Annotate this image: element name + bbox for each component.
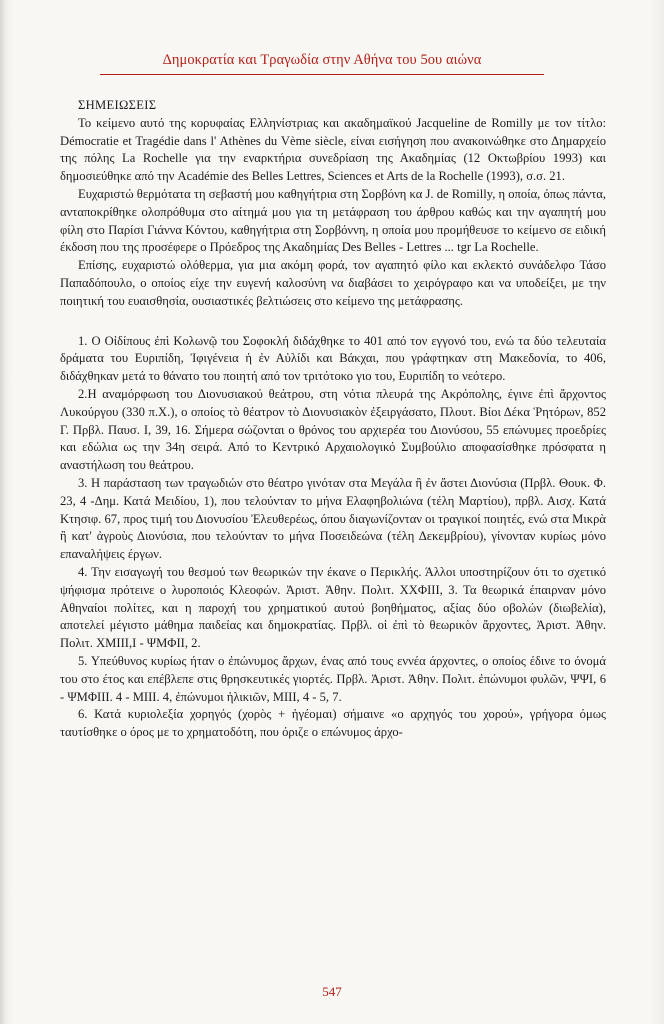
footnote: 4. Την εισαγωγή του θεσμού των θεωρικών την έκανε ο Περικλής. Άλλοι υποστηρίζουν ότι το σχετικό ψήφισμα πρότεινε ο λυροποιός Κλεοφών. Ἀριστ. Ἀθην. Πολιτ. ΧΧΦΙΙΙ, 3. Τα θεωρικά έπαιρναν μόνο Αθηναίοι πολίτες, και η παροχή του χρηματικού αυτού βοηθήματος, αξίας δύο οβολών (διωβελία), αποτελεί μέγιστο μάθημα παιδείας και δημοκρατίας. Πρβλ. οἱ ἐπὶ τὸ θεωρικὸν ἄρχοντες, Ἀριστ. Ἀθην. Πολιτ. ΧΜΙΙΙ,Ι - ΨΜΦΙΙ, 2. (60, 564, 606, 651)
page-number: 547 (322, 984, 342, 999)
footnotes (60, 333, 606, 742)
footnote: 3. Η παράσταση των τραγωδιών στο θέατρο γινόταν στα Μεγάλα ἢ ἐν ἄστει Διονύσια (Πρβλ. Θουκ. Φ. 23, 4 -Δημ. Κατά Μειδίου, 1), που τελούνταν το μήνα Ελαφηβολιώνα (τέλη Μαρτίου), πρβλ. Αισχ. Κατά Κτησιφ. 67, προς τιμή του Διονυσίου Ἐλευθερέως, όπου διαγωνίζονταν οι τραγικοί ποιητές, ενώ στα Μικρὰ ἢ κατ' ἀγροὺς Διονύσια, που τελούνταν το μήνα Ποσειδεώνα (τέλη Δεκεμβρίου), γίνονταν κυρίως μόνο επαναλήψεις έργων. (60, 475, 606, 562)
footnote: 1. Ο Οἰδίπους ἐπὶ Κολωνῷ του Σοφοκλή διδάχθηκε το 401 από τον εγγονό του, ενώ τα δύο τελευταία δράματα του Ευριπίδη, Ἰφιγένεια ἡ ἐν Αὐλίδι και Βάκχαι, που γράφτηκαν στη Μακεδονία, το 406, διδάχθηκαν μετά το θάνατο του ποιητή από τον τριτότοκο γιο του, Ευριπίδη το νεότερο. (60, 333, 606, 384)
intro-paragraph: Το κείμενο αυτό της κορυφαίας Ελληνίστριας και ακαδημαϊκού Jacqueline de Romilly με τον τίτλο: Démocratie et Tragédie dans l' Athènes du Vème siècle, είναι εισήγηση που ανακοινώθηκε στο Δημαρχείο της πόλης La Rochelle για την εναρκτήρια συνεδρίαση της Ακαδημίας (12 Οκτωβρίου 1993) και δημοσιεύθηκε από την Académie des Belles Lettres, Sciences et Arts de la Rochelle (1993), σ.σ. 21. (60, 115, 606, 184)
running-head-rule (100, 74, 544, 75)
body-text (60, 97, 606, 742)
section-gap (60, 311, 606, 333)
page-edge-shadow (0, 0, 6, 1024)
intro-paragraph: Επίσης, ευχαριστώ ολόθερμα, για μια ακόμη φορά, τον αγαπητό φίλο και εκλεκτό συνάδελφο Τάσο Παπαδόπουλο, ο οποίος είχε την ευγενή καλοσύνη να διαβάσει το χειρόγραφο και να υποδείξει, με την ποιητική του ευαισθησία, ουσιαστικές βελτιώσεις στο κείμενο της μετάφρασης. (60, 258, 606, 308)
notes-title: ΣΗΜΕΙΩΣΕΙΣ (78, 98, 157, 112)
running-head: Δημοκρατία και Τραγωδία στην Αθήνα του 5ου αιώνα (162, 52, 482, 68)
footnote: 6. Κατά κυριολεξία χορηγός (χορὸς + ἡγέομαι) σήμαινε «ο αρχηγός του χορού», γρήγορα όμως ταυτίσθηκε ο όρος με το χρηματοδότη, που όριζε ο επώνυμος άρχο- (60, 707, 606, 740)
footnote: 5. Υπεύθυνος κυρίως ήταν ο ἐπώνυμος ἄρχων, ένας από τους εννέα άρχοντες, ο οποίος έδινε το όνομά του στο έτος και επέβλεπε στις θρησκευτικές γιορτές. Πρβλ. Ἀριστ. Ἀθην. Πολιτ. ἐπώνυμοι φυλῶν, ΨΨΙ, 6 - ΨΜΦΙΙΙ. 4 - ΜΙΙΙ. 4, ἐπώνυμοι ἡλικιῶν, ΜΙΙΙ, 4 - 5, 7. (60, 653, 606, 704)
footnote: 2.Η αναμόρφωση του Διονυσιακού θεάτρου, στη νότια πλευρά της Ακρόπολης, έγινε ἐπὶ ἄρχοντος Λυκούργου (330 π.Χ.), ο οποίος τὸ θέατρον τὸ Διονυσιακὸν ἐξειργάσατο, Πλουτ. Βίοι Δέκα Ῥητόρων, 852 Γ. Πρβλ. Παυσ. Ι, 39, 16. Σήμερα σώζονται ο θρόνος του αρχιερέα του Διονύσου, 55 επώνυμες προεδρίες και εδώλια ως την 34η σειρά. Από το Κεντρικό Αρχαιολογικό Συμβούλιο αποφασίσθηκε πρόσφατα η αναστήλωση του θεάτρου. (60, 386, 606, 473)
intro-paragraph: Ευχαριστώ θερμότατα τη σεβαστή μου καθηγήτρια στη Σορβόνη κα J. de Romilly, η οποία, όπως πάντα, ανταποκρίθηκε ολοπρόθυμα στο αίτημά μου για τη μετάφραση του άρθρου καθώς και την αγαπητή μου φίλη στο Παρίσι Γιάννα Κόντου, καθηγήτρια στη Σορβόννη, η οποία μου προμήθευσε το κείμενο σε ειδική έκδοση που της προσέφερε ο Πρόεδρος της Ακαδημίας Des Belles - Lettres ... tgr La Rochelle. (60, 186, 607, 255)
